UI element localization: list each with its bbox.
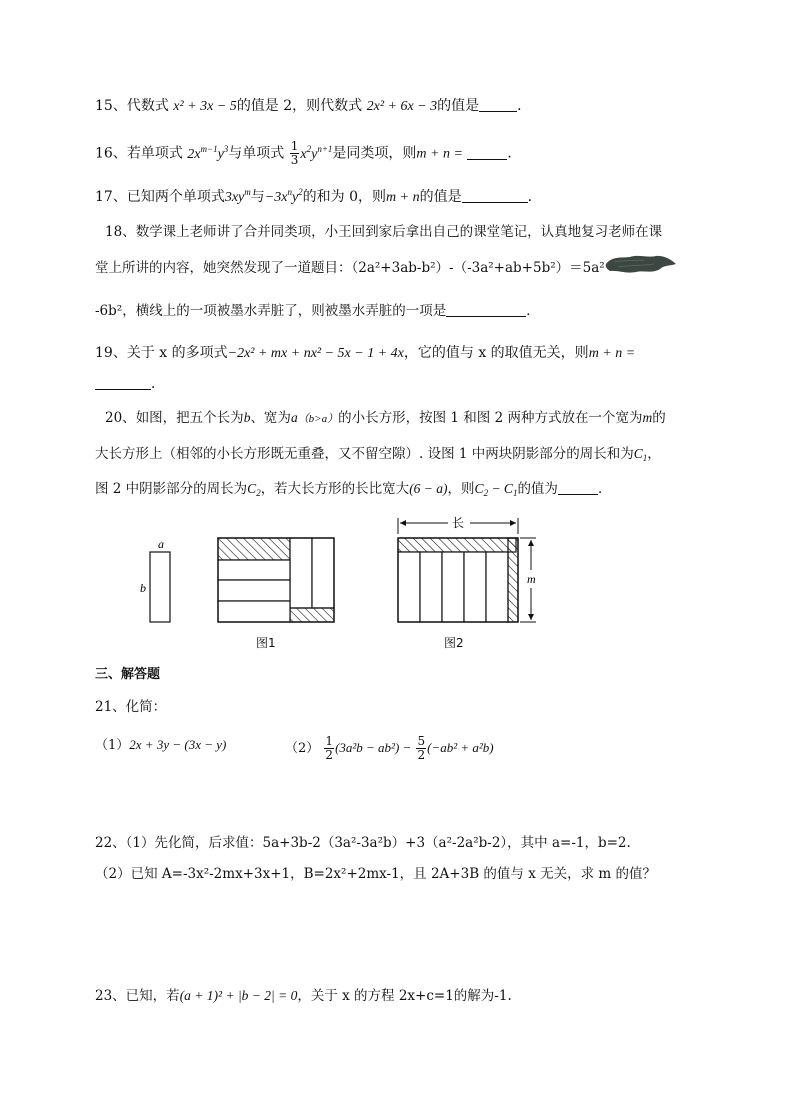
label-m: m (527, 572, 536, 586)
q16-expr: m + n = (416, 146, 463, 162)
q20-diff-expr: (6 − a) (409, 481, 448, 496)
q21-expr-2b: (−ab² + a²b) (427, 740, 494, 755)
q15-text: 代数式 (126, 98, 169, 114)
q23-text: 23、已知，若 (95, 988, 180, 1004)
q20-line-3: 图 2 中阴影部分的周长为 (95, 481, 248, 497)
q17-text: 已知两个单项式 (126, 189, 225, 205)
answer-blank[interactable] (479, 97, 517, 112)
q21-part-1 (95, 735, 226, 756)
question-15 (95, 96, 531, 117)
fraction-one-third: $\frac{1}{3}$ (290, 139, 299, 167)
q15-text-2: 的值是 2，则代数式 (236, 98, 363, 114)
caption-figure-1: 图1 (256, 636, 276, 650)
q17-text-2: 与 (250, 189, 265, 205)
q20-text-2: 、宽为 (250, 410, 291, 426)
q21-expr-2a: (3a²b − ab²) − (335, 740, 412, 755)
q21-part-2 (285, 735, 494, 762)
q21-label-1: （1） (95, 738, 130, 753)
q16-end: ． (507, 145, 522, 162)
q20-text-3: 的小长方形，按图 1 和图 2 两种方式放在一个宽为 (338, 410, 643, 426)
q20-condition: （b>a） (297, 413, 339, 425)
question-22-part-1: 22、（1）先化简，后求值：5a+3b-2（3a²-3a²b）+3（a²-2a²b-2），其中 a=-1，b=2. (95, 835, 631, 851)
q19-expr: m + n = (588, 346, 636, 361)
q21-expr-1: 2x + 3y − (3x − y) (129, 737, 227, 752)
answer-blank[interactable] (95, 375, 151, 390)
question-20-line-3 (95, 479, 611, 499)
q18-line-2: 堂上所讲的内容，她突然发现了一道题目：（2a²+3ab-b²）-（-3a²+ab+5b²）＝5a² (95, 260, 605, 276)
q18-line-3: -6b²，横线上的一项被墨水弄脏了，则被墨水弄脏的一项是 (95, 303, 447, 319)
figure-2 (398, 518, 536, 622)
q17-end: ． (527, 189, 542, 205)
answer-blank[interactable] (558, 480, 598, 495)
label-a: a (158, 537, 164, 551)
var-a: a (290, 410, 298, 425)
var-c1: $C_1$ (633, 446, 648, 463)
question-22-part-2: （2）已知 A=-3x²-2mx+3x+1，B=2x²+2mx-1，且 2A+3B 的值与 x 无关，求 m 的值？ (95, 866, 656, 882)
q20-text-4: 的 (652, 410, 666, 426)
q20-target-expr: $C_2 - C_1$ (474, 481, 518, 498)
q17-text-4: 的值是 (419, 189, 462, 205)
label-chang: 长 (452, 516, 465, 530)
q20-number: 20、 (105, 410, 136, 426)
q20-figures (130, 510, 690, 650)
var-b: b (243, 410, 251, 425)
var-m: m (642, 410, 653, 425)
q19-text-2: ，它的值与 x 的取值无关，则 (403, 345, 589, 361)
q15-end: ． (517, 98, 532, 114)
caption-figure-2: 图2 (444, 636, 464, 650)
q15-number: 15、 (95, 98, 127, 114)
q20-line-2: 大长方形上（相邻的小长方形既无重叠，又不留空隙）. 设图 1 中两块阴影部分的周长和为 (95, 446, 634, 462)
q16-text-3: 是同类项，则 (332, 145, 417, 162)
answer-blank[interactable] (462, 188, 528, 203)
question-16 (95, 140, 521, 167)
q20-text-6: ，则 (447, 481, 475, 497)
q16-number: 16、 (95, 145, 127, 162)
label-b: b (140, 581, 146, 595)
q23-expr: (a + 1)² + |b − 2| = 0 (179, 988, 298, 1003)
question-18-line-3 (95, 301, 540, 321)
question-20-line-1 (105, 408, 666, 429)
q16-text: 若单项式 (126, 145, 183, 162)
question-19-blank-line (95, 374, 165, 394)
q20-text: 如图，把五个长为 (135, 410, 244, 426)
q16-monomial-2: $x^2y^{n+1}$ (300, 143, 333, 162)
question-19 (95, 343, 635, 364)
q23-text-2: ，关于 x 的方程 2x+c=1的解为-1. (297, 988, 512, 1004)
q20-text-7: 的值为 (517, 481, 558, 497)
q18-line-1: 数学课上老师讲了合并同类项，小王回到家后拿出自己的课堂笔记，认真地复习老师在课 (135, 224, 663, 240)
q21-label-2: （2） (285, 741, 320, 756)
q17-monomial-2: $-3x^ny^2$ (264, 187, 303, 205)
var-c2: $C_2$ (247, 481, 261, 498)
q15-expr-1: x² + 3x − 5 (173, 99, 237, 114)
figure-1 (218, 538, 334, 622)
fraction-one-half: $\frac{1}{2}$ (325, 734, 334, 762)
ink-blot-icon (604, 252, 678, 276)
q19-end: ． (151, 376, 165, 392)
q19-number: 19、 (95, 345, 127, 361)
q16-text-2: 与单项式 (228, 145, 285, 162)
question-21: 21、化简： (95, 699, 167, 715)
q18-number: 18、 (105, 224, 136, 240)
q20-end: ． (597, 481, 612, 497)
answer-blank[interactable] (446, 302, 526, 317)
q15-text-3: 的值是 (437, 98, 480, 114)
question-20-line-2: 大长方形上（相邻的小长方形既无重叠，又不留空隙）. 设图 1 中两块阴影部分的周长和为$C_1$， (95, 446, 661, 463)
q17-number: 17、 (95, 189, 127, 205)
q17-expr: m + n (386, 190, 420, 205)
q18-end: ． (526, 303, 540, 319)
fraction-five-halves: $\frac{5}{2}$ (417, 734, 426, 762)
q16-monomial-1: $2x^{m-1}y^3$ (187, 143, 229, 162)
question-18-line-1 (105, 222, 662, 242)
q19-polynomial: −2x² + mx + nx² − 5x − 1 + 4x (227, 346, 404, 361)
q17-monomial-1: $3xy^m$ (224, 187, 251, 205)
question-17 (95, 187, 542, 208)
answer-blank[interactable] (467, 145, 507, 160)
q15-expr-2: 2x² + 6x − 3 (366, 99, 438, 114)
q19-text: 关于 x 的多项式 (126, 345, 228, 361)
q17-text-3: 的和为 0，则 (302, 189, 387, 205)
q20-text-5: ，若大长方形的长比宽大 (260, 481, 410, 497)
section-heading: 三、解答题 (95, 667, 161, 682)
small-rectangle (150, 552, 170, 622)
question-23 (95, 986, 512, 1006)
question-18-line-2 (95, 258, 605, 278)
